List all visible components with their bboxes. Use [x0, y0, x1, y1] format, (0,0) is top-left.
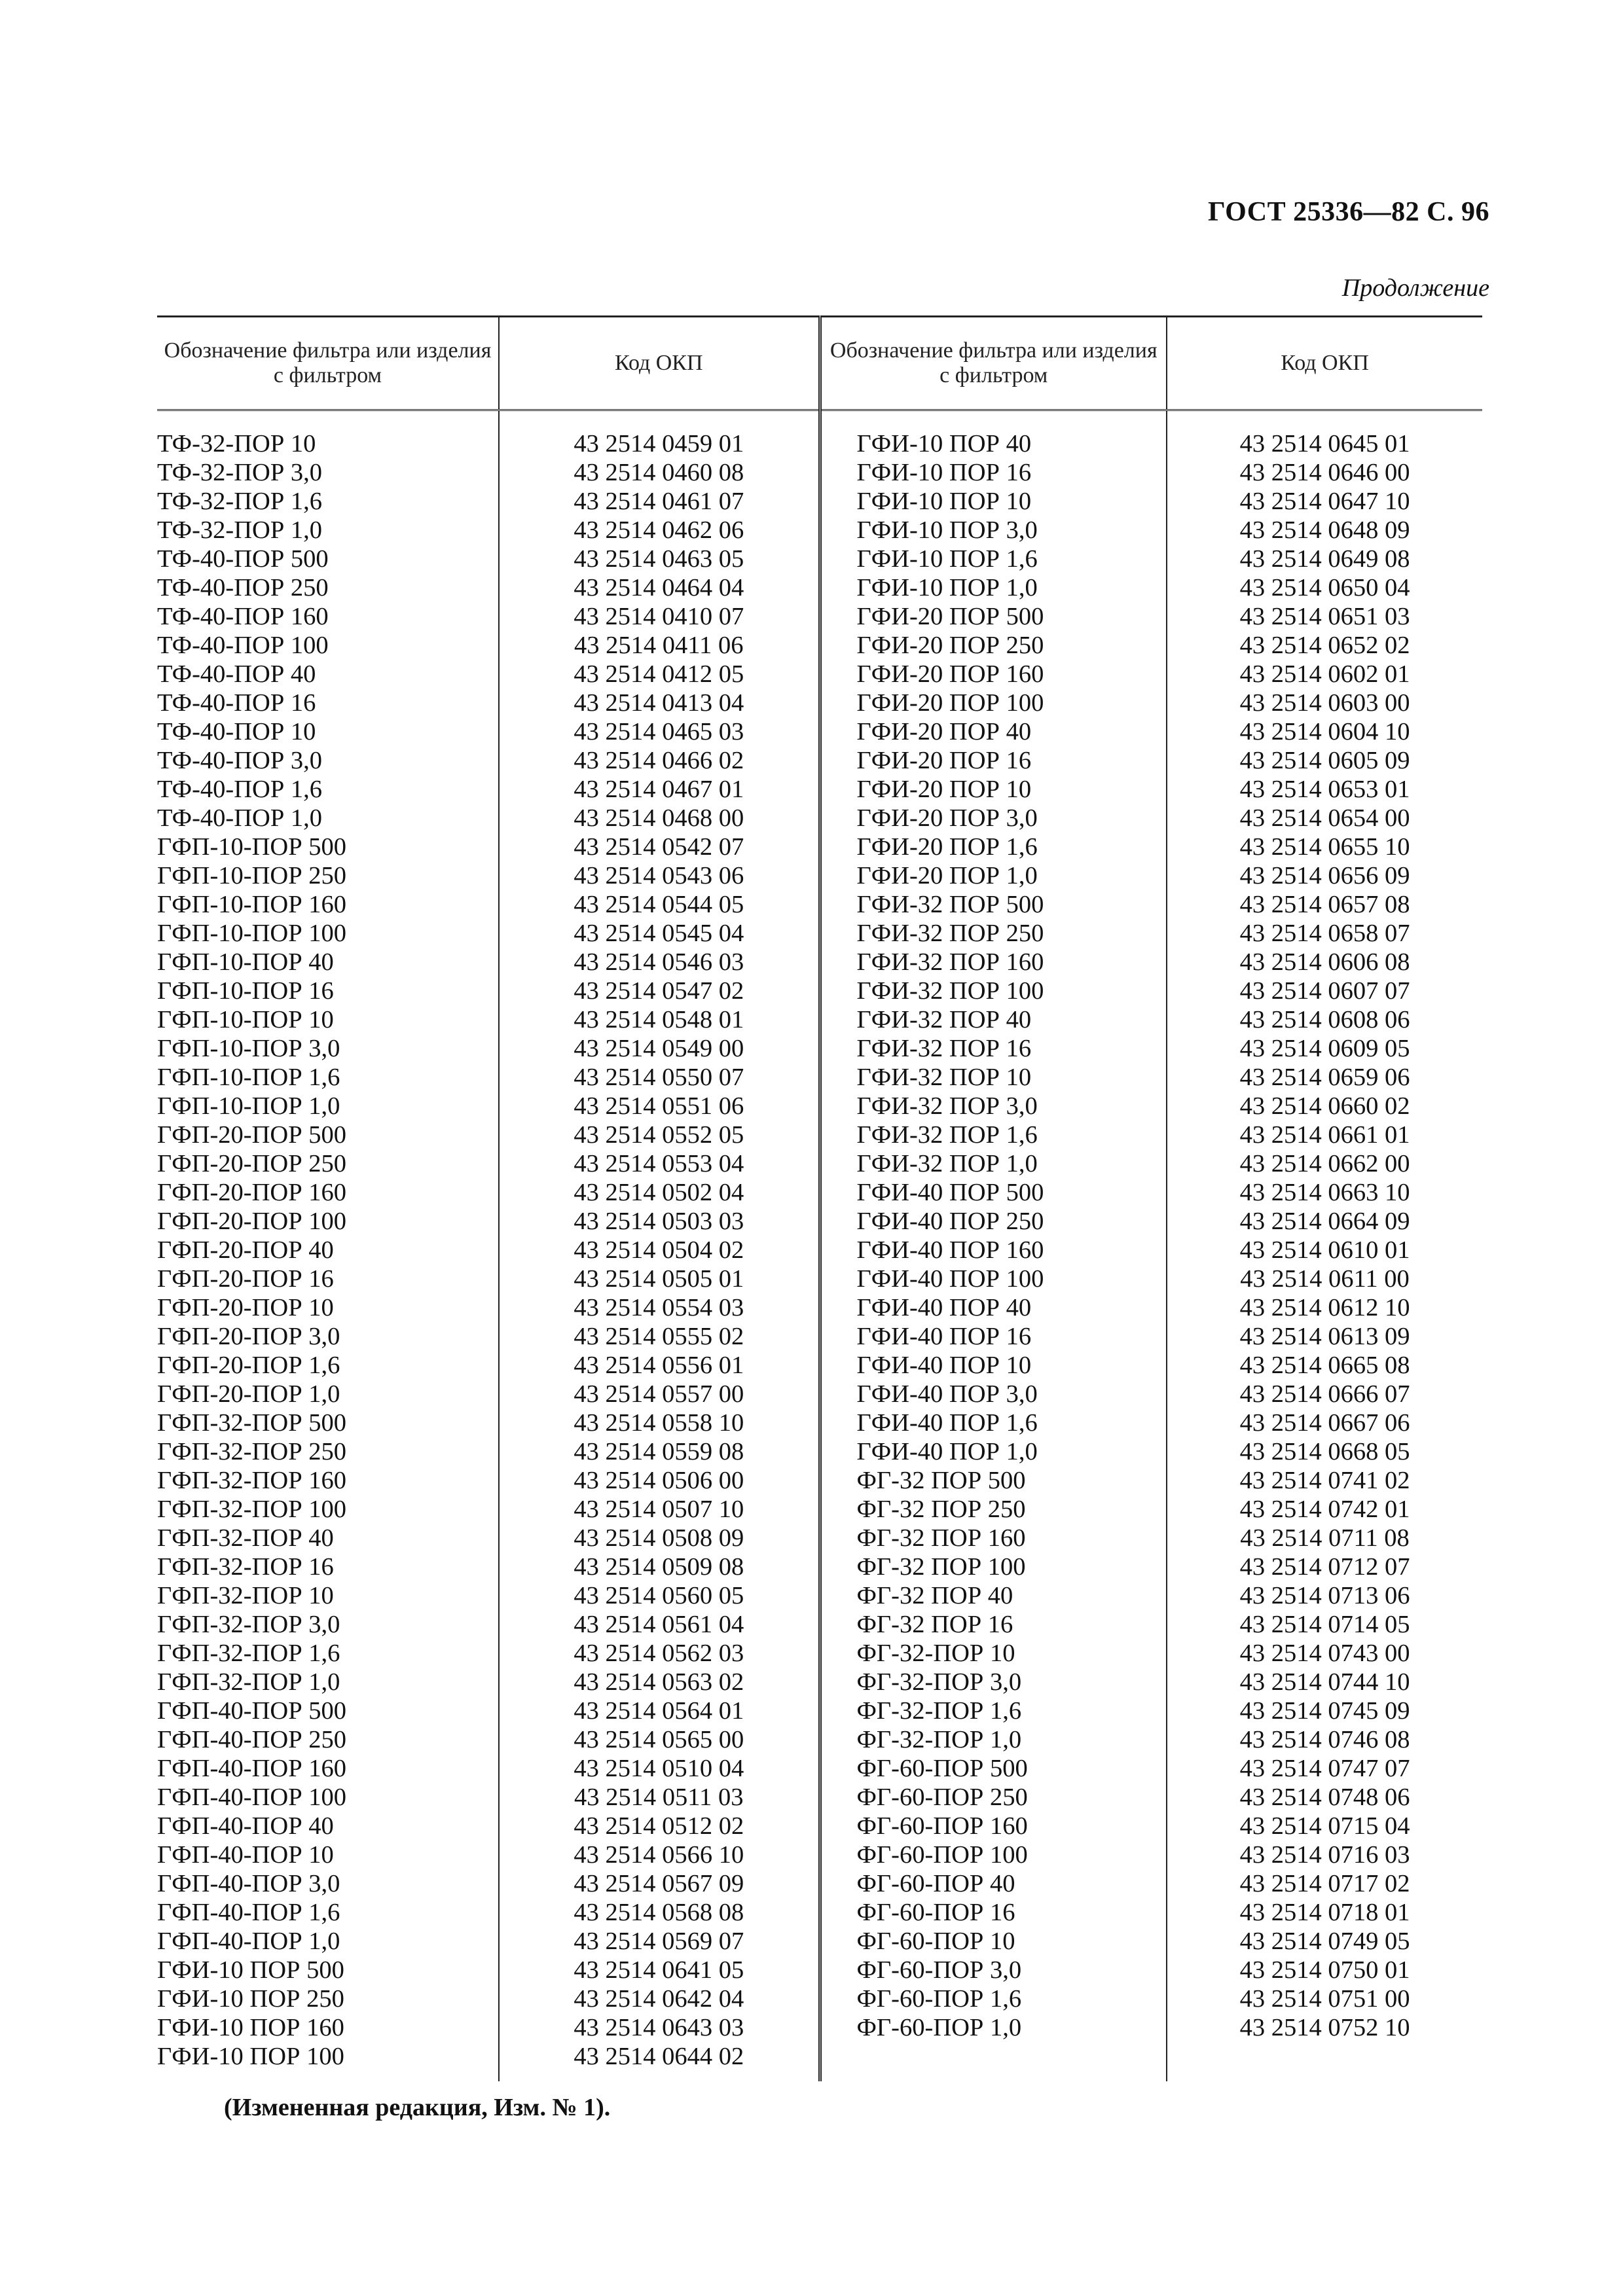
designation-cell: ГФП-32-ПОР 500 — [157, 1408, 499, 1437]
okp-code-cell: 43 2514 0654 00 — [1239, 804, 1410, 832]
designation-cell: ГФП-20-ПОР 3,0 — [157, 1322, 499, 1351]
table-row — [157, 746, 1482, 775]
okp-code-cell: 43 2514 0742 01 — [1239, 1496, 1410, 1523]
designation-cell: ГФИ-32 ПОР 1,6 — [820, 1121, 1167, 1149]
designation-cell: ФГ-32-ПОР 1,0 — [820, 1725, 1167, 1754]
okp-code-cell: 43 2514 0467 01 — [499, 775, 820, 804]
designation-cell: ГФП-40-ПОР 3,0 — [157, 1869, 499, 1898]
okp-code-cell: 43 2514 0556 01 — [499, 1351, 820, 1380]
designation-cell: ГФП-20-ПОР 100 — [157, 1207, 499, 1236]
designation-cell: ГФП-10-ПОР 500 — [157, 833, 499, 861]
okp-code-cell: 43 2514 0647 10 — [1239, 488, 1410, 515]
designation-cell: ГФИ-40 ПОР 1,0 — [820, 1437, 1167, 1466]
okp-code-cell: 43 2514 0609 05 — [1239, 1035, 1410, 1062]
designation-cell: ГФИ-32 ПОР 1,0 — [820, 1149, 1167, 1178]
designation-cell: ГФП-32-ПОР 16 — [157, 1552, 499, 1581]
table-body — [157, 410, 1482, 2082]
designation-cell: ГФИ-40 ПОР 16 — [820, 1322, 1167, 1351]
okp-code-cell: 43 2514 0718 01 — [1239, 1899, 1410, 1926]
table-row — [157, 1092, 1482, 1121]
okp-code-cell: 43 2514 0606 08 — [1239, 948, 1410, 976]
designation-cell: ГФП-32-ПОР 250 — [157, 1437, 499, 1466]
okp-code-cell: 43 2514 0663 10 — [1239, 1179, 1410, 1206]
okp-code-cell: 43 2514 0557 00 — [499, 1380, 820, 1408]
column-header-okp-code: Код ОКП — [499, 317, 820, 410]
okp-code-cell: 43 2514 0508 09 — [499, 1524, 820, 1552]
designation-cell: ГФП-20-ПОР 40 — [157, 1236, 499, 1265]
table-row — [157, 1351, 1482, 1380]
okp-code-cell: 43 2514 0504 02 — [499, 1236, 820, 1265]
designation-cell: ГФИ-20 ПОР 250 — [820, 631, 1167, 660]
okp-code-cell: 43 2514 0644 02 — [499, 2042, 820, 2081]
designation-cell: ГФИ-20 ПОР 1,6 — [820, 833, 1167, 861]
okp-code-cell: 43 2514 0562 03 — [499, 1639, 820, 1668]
designation-cell: ГФИ-20 ПОР 40 — [820, 717, 1167, 746]
designation-cell: ГФП-10-ПОР 10 — [157, 1005, 499, 1034]
okp-code-cell: 43 2514 0752 10 — [1239, 2014, 1410, 2041]
table-row — [157, 890, 1482, 919]
designation-cell: ФГ-60-ПОР 10 — [820, 1927, 1167, 1956]
designation-cell: ФГ-60-ПОР 100 — [820, 1840, 1167, 1869]
table-row — [157, 861, 1482, 890]
okp-code-cell: 43 2514 0547 02 — [499, 977, 820, 1005]
designation-cell: ГФИ-20 ПОР 3,0 — [820, 804, 1167, 833]
designation-cell: ГФИ-20 ПОР 1,0 — [820, 861, 1167, 890]
okp-code-cell: 43 2514 0462 06 — [499, 516, 820, 545]
designation-cell: ГФИ-10 ПОР 160 — [157, 2013, 499, 2042]
table-row — [157, 2042, 1482, 2081]
table-row — [157, 1524, 1482, 1552]
table-row — [157, 1207, 1482, 1236]
designation-cell: ГФП-10-ПОР 16 — [157, 977, 499, 1005]
okp-code-cell: 43 2514 0747 07 — [1239, 1755, 1410, 1782]
designation-cell: ГФИ-32 ПОР 10 — [820, 1063, 1167, 1092]
okp-code-cell: 43 2514 0652 02 — [1239, 632, 1410, 659]
okp-code-cell: 43 2514 0751 00 — [1239, 1985, 1410, 2013]
okp-code-cell: 43 2514 0468 00 — [499, 804, 820, 833]
table-row — [157, 1668, 1482, 1696]
designation-cell: ГФИ-40 ПОР 500 — [820, 1178, 1167, 1207]
okp-code-cell: 43 2514 0744 10 — [1239, 1668, 1410, 1696]
okp-code-cell: 43 2514 0569 07 — [499, 1927, 820, 1956]
designation-cell: ГФИ-10 ПОР 16 — [820, 458, 1167, 487]
designation-cell: ГФИ-20 ПОР 500 — [820, 602, 1167, 631]
okp-code-cell: 43 2514 0664 09 — [1239, 1208, 1410, 1235]
designation-cell: ГФП-10-ПОР 40 — [157, 948, 499, 977]
designation-cell: ГФП-10-ПОР 250 — [157, 861, 499, 890]
okp-code-cell: 43 2514 0411 06 — [499, 631, 820, 660]
designation-cell: ГФП-40-ПОР 100 — [157, 1783, 499, 1812]
table-row — [157, 919, 1482, 948]
designation-cell: ГФИ-10 ПОР 1,0 — [820, 573, 1167, 602]
table-row — [157, 573, 1482, 602]
designation-cell: ГФП-40-ПОР 40 — [157, 1812, 499, 1840]
okp-code-cell: 43 2514 0641 05 — [499, 1956, 820, 1984]
designation-cell: ТФ-40-ПОР 160 — [157, 602, 499, 631]
designation-cell: ГФП-20-ПОР 500 — [157, 1121, 499, 1149]
okp-code-cell: 43 2514 0746 08 — [1239, 1726, 1410, 1753]
designation-cell: ГФИ-32 ПОР 250 — [820, 919, 1167, 948]
designation-cell: ГФИ-40 ПОР 100 — [820, 1265, 1167, 1293]
designation-cell: ТФ-32-ПОР 10 — [157, 410, 499, 459]
designation-cell: ГФИ-10 ПОР 1,6 — [820, 545, 1167, 573]
designation-cell: ГФП-40-ПОР 250 — [157, 1725, 499, 1754]
okp-code-cell: 43 2514 0507 10 — [499, 1495, 820, 1524]
designation-cell: ТФ-40-ПОР 40 — [157, 660, 499, 689]
designation-cell: ГФП-10-ПОР 1,6 — [157, 1063, 499, 1092]
table-row — [157, 1898, 1482, 1927]
okp-code-cell: 43 2514 0750 01 — [1239, 1956, 1410, 1984]
designation-cell: ГФП-10-ПОР 3,0 — [157, 1034, 499, 1063]
designation-cell: ФГ-32 ПОР 500 — [820, 1466, 1167, 1495]
okp-code-cell: 43 2514 0511 03 — [499, 1783, 820, 1812]
okp-code-cell: 43 2514 0410 07 — [499, 602, 820, 631]
designation-cell: ГФП-10-ПОР 1,0 — [157, 1092, 499, 1121]
table-row — [157, 545, 1482, 573]
okp-code-cell: 43 2514 0548 01 — [499, 1005, 820, 1034]
okp-code-cell: 43 2514 0745 09 — [1239, 1697, 1410, 1725]
designation-cell: ГФИ-20 ПОР 100 — [820, 689, 1167, 717]
okp-code-cell: 43 2514 0544 05 — [499, 890, 820, 919]
designation-cell: ГФИ-32 ПОР 40 — [820, 1005, 1167, 1034]
okp-code-cell: 43 2514 0561 04 — [499, 1610, 820, 1639]
designation-cell: ФГ-60-ПОР 160 — [820, 1812, 1167, 1840]
okp-code-cell: 43 2514 0546 03 — [499, 948, 820, 977]
page-header: ГОСТ 25336—82 С. 96 — [1207, 197, 1489, 227]
okp-code-cell: 43 2514 0650 04 — [1239, 574, 1410, 601]
designation-cell: ФГ-32-ПОР 3,0 — [820, 1668, 1167, 1696]
okp-code-cell: 43 2514 0741 02 — [1239, 1467, 1410, 1494]
okp-code-cell: 43 2514 0643 03 — [499, 2013, 820, 2042]
okp-code-cell — [1167, 2042, 1482, 2081]
designation-cell: ГФИ-10 ПОР 40 — [820, 410, 1167, 459]
okp-code-cell: 43 2514 0653 01 — [1239, 776, 1410, 803]
table-row — [157, 458, 1482, 487]
okp-code-cell: 43 2514 0655 10 — [1239, 833, 1410, 861]
designation-cell: ТФ-40-ПОР 250 — [157, 573, 499, 602]
table-row — [157, 1322, 1482, 1351]
okp-code-cell: 43 2514 0549 00 — [499, 1034, 820, 1063]
designation-cell: ФГ-32 ПОР 160 — [820, 1524, 1167, 1552]
designation-cell: ФГ-32 ПОР 16 — [820, 1610, 1167, 1639]
table-row — [157, 487, 1482, 516]
designation-cell — [820, 2042, 1167, 2081]
column-header-designation-2: Обозначение фильтра или изделия с фильтром — [820, 317, 1167, 410]
okp-code-cell: 43 2514 0743 00 — [1239, 1640, 1410, 1667]
okp-code-cell: 43 2514 0566 10 — [499, 1840, 820, 1869]
table-row — [157, 1495, 1482, 1524]
designation-cell: ГФИ-40 ПОР 3,0 — [820, 1380, 1167, 1408]
okp-code-cell: 43 2514 0714 05 — [1239, 1611, 1410, 1638]
okp-code-cell: 43 2514 0660 02 — [1239, 1092, 1410, 1120]
table-row — [157, 1783, 1482, 1812]
designation-cell: ГФИ-10 ПОР 100 — [157, 2042, 499, 2081]
table-row — [157, 717, 1482, 746]
designation-cell: ГФП-20-ПОР 160 — [157, 1178, 499, 1207]
designation-cell: ФГ-60-ПОР 500 — [820, 1754, 1167, 1783]
okp-code-cell: 43 2514 0646 00 — [1239, 459, 1410, 486]
designation-cell: ФГ-60-ПОР 250 — [820, 1783, 1167, 1812]
designation-cell: ФГ-32 ПОР 250 — [820, 1495, 1167, 1524]
okp-code-cell: 43 2514 0545 04 — [499, 919, 820, 948]
okp-code-cell: 43 2514 0607 07 — [1239, 977, 1410, 1005]
table-row — [157, 660, 1482, 689]
designation-cell: ГФИ-40 ПОР 1,6 — [820, 1408, 1167, 1437]
okp-code-cell: 43 2514 0543 06 — [499, 861, 820, 890]
designation-cell: ГФИ-32 ПОР 500 — [820, 890, 1167, 919]
table-row — [157, 1265, 1482, 1293]
table-row — [157, 1466, 1482, 1495]
table-row — [157, 775, 1482, 804]
table-row — [157, 1005, 1482, 1034]
okp-code-cell: 43 2514 0552 05 — [499, 1121, 820, 1149]
okp-code-cell: 43 2514 0610 01 — [1239, 1236, 1410, 1264]
designation-cell: ТФ-40-ПОР 1,0 — [157, 804, 499, 833]
okp-code-cell: 43 2514 0661 01 — [1239, 1121, 1410, 1149]
table-row — [157, 833, 1482, 861]
table-row — [157, 1178, 1482, 1207]
designation-cell: ГФП-40-ПОР 10 — [157, 1840, 499, 1869]
designation-cell: ГФП-20-ПОР 10 — [157, 1293, 499, 1322]
table-row — [157, 1927, 1482, 1956]
designation-cell: ФГ-32-ПОР 1,6 — [820, 1696, 1167, 1725]
designation-cell: ФГ-32 ПОР 100 — [820, 1552, 1167, 1581]
okp-code-cell: 43 2514 0558 10 — [499, 1408, 820, 1437]
table-row — [157, 1236, 1482, 1265]
designation-cell: ГФП-40-ПОР 1,0 — [157, 1927, 499, 1956]
okp-code-cell: 43 2514 0612 10 — [1239, 1294, 1410, 1321]
designation-cell: ФГ-32-ПОР 10 — [820, 1639, 1167, 1668]
okp-code-cell: 43 2514 0602 01 — [1239, 660, 1410, 688]
table-row — [157, 1639, 1482, 1668]
designation-cell: ГФП-40-ПОР 1,6 — [157, 1898, 499, 1927]
designation-cell: ФГ-60-ПОР 40 — [820, 1869, 1167, 1898]
table-row — [157, 1725, 1482, 1754]
table-row — [157, 1380, 1482, 1408]
designation-cell: ГФП-32-ПОР 10 — [157, 1581, 499, 1610]
okp-code-cell: 43 2514 0712 07 — [1239, 1553, 1410, 1581]
designation-cell: ГФП-32-ПОР 3,0 — [157, 1610, 499, 1639]
table-row — [157, 1610, 1482, 1639]
okp-code-cell: 43 2514 0465 03 — [499, 717, 820, 746]
footnote: (Измененная редакция, Изм. № 1). — [224, 2094, 611, 2121]
table-row — [157, 948, 1482, 977]
okp-code-table-container — [157, 315, 1482, 2081]
okp-code-cell: 43 2514 0658 07 — [1239, 920, 1410, 947]
designation-cell: ГФП-20-ПОР 1,0 — [157, 1380, 499, 1408]
designation-cell: ТФ-40-ПОР 10 — [157, 717, 499, 746]
designation-cell: ТФ-40-ПОР 1,6 — [157, 775, 499, 804]
table-row — [157, 977, 1482, 1005]
okp-code-cell: 43 2514 0459 01 — [499, 410, 820, 459]
designation-cell: ГФП-20-ПОР 16 — [157, 1265, 499, 1293]
designation-cell: ГФИ-20 ПОР 16 — [820, 746, 1167, 775]
okp-code-cell: 43 2514 0662 00 — [1239, 1150, 1410, 1177]
okp-code-cell: 43 2514 0665 08 — [1239, 1352, 1410, 1379]
table-row — [157, 1581, 1482, 1610]
designation-cell: ФГ-32 ПОР 40 — [820, 1581, 1167, 1610]
okp-code-cell: 43 2514 0715 04 — [1239, 1812, 1410, 1840]
header-row — [157, 317, 1482, 410]
okp-code-cell: 43 2514 0466 02 — [499, 746, 820, 775]
table-row — [157, 1149, 1482, 1178]
okp-code-cell: 43 2514 0503 03 — [499, 1207, 820, 1236]
okp-code-cell: 43 2514 0711 08 — [1240, 1524, 1410, 1552]
okp-code-table — [157, 315, 1482, 2081]
okp-code-cell: 43 2514 0555 02 — [499, 1322, 820, 1351]
designation-cell: ГФП-20-ПОР 250 — [157, 1149, 499, 1178]
okp-code-cell: 43 2514 0604 10 — [1239, 718, 1410, 745]
table-row — [157, 1956, 1482, 1984]
designation-cell: ГФИ-40 ПОР 250 — [820, 1207, 1167, 1236]
table-row — [157, 1437, 1482, 1466]
okp-code-cell: 43 2514 0667 06 — [1239, 1409, 1410, 1437]
okp-code-cell: 43 2514 0717 02 — [1239, 1870, 1410, 1897]
designation-cell: ГФП-32-ПОР 100 — [157, 1495, 499, 1524]
okp-code-cell: 43 2514 0554 03 — [499, 1293, 820, 1322]
table-row — [157, 602, 1482, 631]
designation-cell: ГФП-10-ПОР 100 — [157, 919, 499, 948]
okp-code-cell: 43 2514 0642 04 — [499, 1984, 820, 2013]
okp-code-cell: 43 2514 0505 01 — [499, 1265, 820, 1293]
okp-code-cell: 43 2514 0564 01 — [499, 1696, 820, 1725]
continuation-label: Продолжение — [1341, 274, 1489, 302]
okp-code-cell: 43 2514 0463 05 — [499, 545, 820, 573]
designation-cell: ФГ-60-ПОР 1,6 — [820, 1984, 1167, 2013]
okp-code-cell: 43 2514 0413 04 — [499, 689, 820, 717]
okp-code-cell: 43 2514 0560 05 — [499, 1581, 820, 1610]
okp-code-cell: 43 2514 0659 06 — [1239, 1064, 1410, 1091]
okp-code-cell: 43 2514 0567 09 — [499, 1869, 820, 1898]
designation-cell: ТФ-40-ПОР 100 — [157, 631, 499, 660]
table-row — [157, 804, 1482, 833]
designation-cell: ГФИ-32 ПОР 16 — [820, 1034, 1167, 1063]
okp-code-cell: 43 2514 0563 02 — [499, 1668, 820, 1696]
okp-code-cell: 43 2514 0656 09 — [1239, 862, 1410, 889]
okp-code-cell: 43 2514 0713 06 — [1239, 1582, 1410, 1609]
table-row — [157, 1840, 1482, 1869]
designation-cell: ГФИ-20 ПОР 10 — [820, 775, 1167, 804]
table-row — [157, 1696, 1482, 1725]
okp-code-cell: 43 2514 0748 06 — [1239, 1784, 1410, 1811]
designation-cell: ГФП-32-ПОР 160 — [157, 1466, 499, 1495]
okp-code-cell: 43 2514 0550 07 — [499, 1063, 820, 1092]
designation-cell: ГФИ-32 ПОР 3,0 — [820, 1092, 1167, 1121]
designation-cell: ГФП-10-ПОР 160 — [157, 890, 499, 919]
okp-code-cell: 43 2514 0553 04 — [499, 1149, 820, 1178]
designation-cell: ГФП-20-ПОР 1,6 — [157, 1351, 499, 1380]
designation-cell: ГФП-40-ПОР 500 — [157, 1696, 499, 1725]
okp-code-cell: 43 2514 0461 07 — [499, 487, 820, 516]
designation-cell: ТФ-32-ПОР 1,0 — [157, 516, 499, 545]
table-row — [157, 689, 1482, 717]
okp-code-cell: 43 2514 0749 05 — [1239, 1928, 1410, 1955]
designation-cell: ГФП-40-ПОР 160 — [157, 1754, 499, 1783]
designation-cell: ТФ-40-ПОР 16 — [157, 689, 499, 717]
okp-code-cell: 43 2514 0605 09 — [1239, 747, 1410, 774]
designation-cell: ТФ-40-ПОР 500 — [157, 545, 499, 573]
table-header — [157, 317, 1482, 410]
okp-code-cell: 43 2514 0608 06 — [1239, 1006, 1410, 1033]
column-header-designation: Обозначение фильтра или изделия с фильтром — [157, 317, 499, 410]
table-row — [157, 1063, 1482, 1092]
table-row — [157, 410, 1482, 459]
designation-cell: ГФИ-32 ПОР 100 — [820, 977, 1167, 1005]
designation-cell: ГФИ-10 ПОР 3,0 — [820, 516, 1167, 545]
table-row — [157, 2013, 1482, 2042]
okp-code-cell: 43 2514 0649 08 — [1239, 545, 1410, 573]
designation-cell: ГФИ-40 ПОР 40 — [820, 1293, 1167, 1322]
designation-cell: ГФИ-10 ПОР 500 — [157, 1956, 499, 1984]
designation-cell: ФГ-60-ПОР 16 — [820, 1898, 1167, 1927]
okp-code-cell: 43 2514 0666 07 — [1239, 1380, 1410, 1408]
okp-code-cell: 43 2514 0542 07 — [499, 833, 820, 861]
table-row — [157, 1408, 1482, 1437]
okp-code-cell: 43 2514 0645 01 — [1239, 430, 1410, 457]
okp-code-cell: 43 2514 0412 05 — [499, 660, 820, 689]
okp-code-cell: 43 2514 0651 03 — [1239, 603, 1410, 630]
okp-code-cell: 43 2514 0668 05 — [1239, 1438, 1410, 1465]
designation-cell: ГФП-32-ПОР 1,0 — [157, 1668, 499, 1696]
designation-cell: ФГ-60-ПОР 1,0 — [820, 2013, 1167, 2042]
designation-cell: ГФИ-20 ПОР 160 — [820, 660, 1167, 689]
table-row — [157, 1869, 1482, 1898]
table-row — [157, 1121, 1482, 1149]
designation-cell: ФГ-60-ПОР 3,0 — [820, 1956, 1167, 1984]
designation-cell: ГФИ-40 ПОР 10 — [820, 1351, 1167, 1380]
table-row — [157, 1812, 1482, 1840]
designation-cell: ТФ-40-ПОР 3,0 — [157, 746, 499, 775]
okp-code-cell: 43 2514 0506 00 — [499, 1466, 820, 1495]
table-row — [157, 631, 1482, 660]
designation-cell: ГФП-32-ПОР 40 — [157, 1524, 499, 1552]
okp-code-cell: 43 2514 0648 09 — [1239, 516, 1410, 544]
okp-code-cell: 43 2514 0657 08 — [1239, 891, 1410, 918]
designation-cell: ГФИ-10 ПОР 250 — [157, 1984, 499, 2013]
designation-cell: ГФИ-40 ПОР 160 — [820, 1236, 1167, 1265]
table-row — [157, 516, 1482, 545]
okp-code-cell: 43 2514 0512 02 — [499, 1812, 820, 1840]
okp-code-cell: 43 2514 0613 09 — [1239, 1323, 1410, 1350]
okp-code-cell: 43 2514 0603 00 — [1239, 689, 1410, 717]
okp-code-cell: 43 2514 0464 04 — [499, 573, 820, 602]
designation-cell: ГФП-32-ПОР 1,6 — [157, 1639, 499, 1668]
table-row — [157, 1984, 1482, 2013]
okp-code-cell: 43 2514 0568 08 — [499, 1898, 820, 1927]
designation-cell: ГФИ-32 ПОР 160 — [820, 948, 1167, 977]
designation-cell: ТФ-32-ПОР 3,0 — [157, 458, 499, 487]
okp-code-cell: 43 2514 0509 08 — [499, 1552, 820, 1581]
okp-code-cell: 43 2514 0551 06 — [499, 1092, 820, 1121]
table-row — [157, 1754, 1482, 1783]
designation-cell: ГФИ-10 ПОР 10 — [820, 487, 1167, 516]
designation-cell: ТФ-32-ПОР 1,6 — [157, 487, 499, 516]
okp-code-cell: 43 2514 0611 00 — [1240, 1265, 1410, 1293]
table-row — [157, 1293, 1482, 1322]
table-row — [157, 1034, 1482, 1063]
column-header-okp-code-2: Код ОКП — [1167, 317, 1482, 410]
table-row — [157, 1552, 1482, 1581]
okp-code-cell: 43 2514 0716 03 — [1239, 1841, 1410, 1869]
okp-code-cell: 43 2514 0510 04 — [499, 1754, 820, 1783]
okp-code-cell: 43 2514 0502 04 — [499, 1178, 820, 1207]
okp-code-cell: 43 2514 0460 08 — [499, 458, 820, 487]
okp-code-cell: 43 2514 0559 08 — [499, 1437, 820, 1466]
okp-code-cell: 43 2514 0565 00 — [499, 1725, 820, 1754]
